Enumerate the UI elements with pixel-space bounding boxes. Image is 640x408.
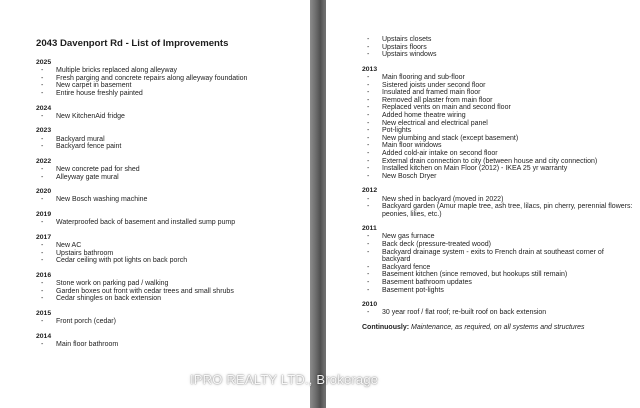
- right-page-content: [362, 36, 634, 332]
- bullet-dash: -: [367, 271, 370, 279]
- page-divider: [310, 0, 326, 408]
- improvement-item: [36, 75, 306, 83]
- improvement-item: [36, 257, 306, 265]
- improvement-item: [362, 36, 634, 44]
- improvement-item-text: Garden boxes out front with cedar trees and small shrubs: [56, 287, 234, 295]
- improvement-item: [36, 113, 306, 121]
- improvement-list: [36, 219, 306, 227]
- improvement-list: [36, 136, 306, 151]
- year-section-2019: [36, 211, 306, 227]
- improvement-item: [362, 241, 634, 249]
- improvement-item-text: Backyard fence paint: [56, 143, 122, 151]
- bullet-dash: -: [41, 279, 44, 287]
- improvement-item: [362, 173, 634, 181]
- improvement-item: [36, 242, 306, 250]
- improvement-item-text: Added cold-air intake on second floor: [382, 149, 498, 157]
- bullet-dash: -: [367, 134, 370, 142]
- improvement-item-text: Upstairs floors: [382, 43, 427, 51]
- bullet-dash: -: [367, 203, 370, 211]
- improvement-item-text: Main floor bathroom: [56, 340, 119, 348]
- year-section-2025: [36, 59, 306, 98]
- left-document-page: [0, 0, 310, 408]
- improvement-item: [362, 142, 634, 150]
- bullet-dash: -: [367, 286, 370, 294]
- improvement-list: [362, 196, 634, 219]
- improvement-item: [36, 295, 306, 303]
- improvement-item: [362, 104, 634, 112]
- improvement-item: [36, 196, 306, 204]
- improvement-list: [36, 113, 306, 121]
- bullet-dash: -: [41, 257, 44, 265]
- improvement-item-text: Front porch (cedar): [56, 317, 116, 325]
- left-year-sections: [36, 59, 306, 348]
- year-section-2014: [36, 333, 306, 349]
- improvement-list: [362, 233, 634, 294]
- maintenance-note: [362, 324, 634, 332]
- bullet-dash: -: [41, 112, 44, 120]
- continued-section: [362, 36, 634, 59]
- improvement-item-text: New AC: [56, 241, 82, 249]
- improvement-item-text: Basement pot-lights: [382, 286, 444, 294]
- improvement-item-text: Added home theatre wiring: [382, 111, 466, 119]
- improvement-item: [362, 120, 634, 128]
- bullet-dash: -: [41, 135, 44, 143]
- bullet-dash: -: [367, 104, 370, 112]
- improvement-item-text: Waterproofed back of basement and installed sump pump: [56, 219, 236, 227]
- improvement-item-text: New plumbing and stack (except basement): [382, 134, 519, 142]
- improvement-item: [36, 90, 306, 98]
- improvement-list: [36, 166, 306, 181]
- improvement-item-text: Backyard fence: [382, 263, 431, 271]
- bullet-dash: -: [367, 149, 370, 157]
- improvement-item-text: Upstairs closets: [382, 36, 432, 43]
- improvement-list: [36, 280, 306, 303]
- bullet-dash: -: [367, 73, 370, 81]
- year-section-2011: [362, 225, 634, 294]
- bullet-dash: -: [41, 82, 44, 90]
- improvement-item: [36, 82, 306, 90]
- bullet-dash: -: [367, 165, 370, 173]
- improvement-item: [36, 250, 306, 258]
- improvement-item: [362, 74, 634, 82]
- document-title: 2043 Davenport Rd - List of Improvements: [36, 38, 229, 49]
- improvement-item: [362, 233, 634, 241]
- year-heading: 2015: [36, 309, 52, 317]
- year-section-2016: [36, 272, 306, 303]
- improvement-item: [36, 174, 306, 182]
- improvement-item: [36, 219, 306, 227]
- bullet-dash: -: [41, 196, 44, 204]
- year-heading: 2017: [36, 233, 52, 241]
- improvement-item-text: New Bosch Dryer: [382, 172, 437, 180]
- improvement-item: [36, 280, 306, 288]
- improvement-list: [362, 74, 634, 180]
- year-section-2017: [36, 234, 306, 265]
- improvement-item-text: Back deck (pressure-treated wood): [382, 241, 491, 249]
- right-document-page: [326, 0, 640, 408]
- year-heading: 2012: [362, 187, 378, 195]
- bullet-dash: -: [367, 81, 370, 89]
- right-year-sections: [362, 66, 634, 317]
- bullet-dash: -: [41, 249, 44, 257]
- year-heading: 2022: [36, 157, 52, 165]
- improvement-item-text: Fresh parging and concrete repairs along alleyway foundation: [56, 74, 248, 82]
- improvement-item: [362, 165, 634, 173]
- improvement-item-text: Cedar ceiling with pot lights on back porch: [56, 257, 188, 265]
- improvement-item-text: Sistered joists under second floor: [382, 81, 486, 89]
- bullet-dash: -: [367, 111, 370, 119]
- improvement-list: [36, 318, 306, 326]
- maintenance-note-text: Maintenance, as required, on all systems and structures: [411, 324, 585, 332]
- year-heading: 2019: [36, 210, 52, 218]
- year-heading: 2014: [36, 332, 52, 340]
- year-heading: 2020: [36, 188, 52, 196]
- year-section-2020: [36, 188, 306, 204]
- improvement-item: [362, 97, 634, 105]
- bullet-dash: -: [367, 51, 370, 59]
- improvement-item: [362, 309, 634, 317]
- improvement-item: [362, 264, 634, 272]
- improvement-item-text: New shed in backyard (moved in 2022): [382, 195, 504, 203]
- improvement-item: [36, 67, 306, 75]
- improvement-item-text: Alleyway gate mural: [56, 173, 119, 181]
- maintenance-note-lead: Continuously:: [362, 324, 410, 332]
- improvement-list: [36, 67, 306, 97]
- bullet-dash: -: [367, 195, 370, 203]
- year-heading: 2016: [36, 271, 52, 279]
- improvement-list: [36, 196, 306, 204]
- bullet-dash: -: [41, 143, 44, 151]
- bullet-dash: -: [41, 317, 44, 325]
- bullet-dash: -: [367, 36, 370, 43]
- bullet-dash: -: [41, 295, 44, 303]
- improvement-item: [362, 203, 634, 218]
- improvement-item-text: Main floor windows: [382, 142, 442, 150]
- improvement-item-text: New gas furnace: [382, 233, 435, 241]
- year-section-2012: [362, 187, 634, 218]
- improvement-item-text: Upstairs windows: [382, 51, 437, 59]
- improvement-item: [362, 150, 634, 158]
- improvement-item: [362, 127, 634, 135]
- improvement-item-text: Stone work on parking pad / walking: [56, 279, 169, 287]
- improvement-item-text: Entire house freshly painted: [56, 89, 143, 97]
- improvement-item: [362, 271, 634, 279]
- improvement-item-text: Replaced vents on main and second floor: [382, 104, 511, 112]
- improvement-item: [362, 196, 634, 204]
- improvement-item-text: Backyard garden (Amur maple tree, ash tree, lilacs, pin cherry, perennial flowers: peonies, lilies, etc.): [382, 203, 633, 218]
- bullet-dash: -: [41, 287, 44, 295]
- year-section-2010: [362, 301, 634, 317]
- improvement-item: [362, 135, 634, 143]
- bullet-dash: -: [367, 172, 370, 180]
- bullet-dash: -: [41, 74, 44, 82]
- improvement-item: [362, 82, 634, 90]
- improvement-item: [36, 318, 306, 326]
- bullet-dash: -: [367, 142, 370, 150]
- bullet-dash: -: [367, 157, 370, 165]
- year-section-2022: [36, 158, 306, 181]
- improvement-item: [36, 288, 306, 296]
- bullet-dash: -: [41, 165, 44, 173]
- bullet-dash: -: [367, 43, 370, 51]
- year-section-2015: [36, 310, 306, 326]
- improvement-list: [36, 242, 306, 265]
- bullet-dash: -: [41, 219, 44, 227]
- improvement-item-text: Basement kitchen (since removed, but hookups still remain): [382, 271, 568, 279]
- year-heading: 2013: [362, 65, 378, 73]
- bullet-dash: -: [41, 241, 44, 249]
- improvement-item-text: Upstairs bathroom: [56, 249, 114, 257]
- year-heading: 2024: [36, 104, 52, 112]
- improvement-item: [362, 89, 634, 97]
- improvement-list: [362, 309, 634, 317]
- improvement-item-text: Backyard drainage system - exits to French drain at southeast corner of backyard: [382, 248, 604, 264]
- improvement-item-text: 30 year roof / flat roof; re-built roof on back extension: [382, 309, 547, 317]
- improvement-item: [36, 166, 306, 174]
- improvement-item: [362, 51, 634, 59]
- improvement-item-text: New Bosch washing machine: [56, 196, 148, 204]
- improvement-item: [362, 249, 634, 264]
- bullet-dash: -: [41, 340, 44, 348]
- improvement-item-text: Cedar shingles on back extension: [56, 295, 162, 303]
- improvement-item: [362, 279, 634, 287]
- bullet-dash: -: [41, 89, 44, 97]
- improvement-item: [362, 44, 634, 52]
- improvement-item-text: Removed all plaster from main floor: [382, 96, 493, 104]
- year-heading: 2010: [362, 301, 378, 309]
- year-section-2013: [362, 66, 634, 181]
- improvement-item: [362, 287, 634, 295]
- left-page-content: [36, 38, 306, 355]
- bullet-dash: -: [367, 96, 370, 104]
- improvement-item-text: External drain connection to city (between house and city connection): [382, 157, 598, 165]
- bullet-dash: -: [41, 67, 44, 75]
- improvement-item-text: Multiple bricks replaced along alleyway: [56, 67, 178, 75]
- bullet-dash: -: [367, 119, 370, 127]
- improvement-item-text: New carpet in basement: [56, 82, 132, 90]
- bullet-dash: -: [367, 89, 370, 97]
- improvement-item-text: Insulated and framed main floor: [382, 89, 481, 97]
- improvement-item: [36, 143, 306, 151]
- bullet-dash: -: [367, 241, 370, 249]
- improvement-item: [362, 112, 634, 120]
- year-section-2024: [36, 105, 306, 121]
- year-heading: 2025: [36, 59, 52, 66]
- bullet-dash: -: [367, 309, 370, 317]
- improvement-list: [36, 341, 306, 349]
- year-heading: 2011: [362, 225, 377, 233]
- improvement-item-text: New concrete pad for shed: [56, 165, 140, 173]
- improvement-item-text: New KitchenAid fridge: [56, 112, 125, 120]
- year-heading: 2023: [36, 127, 52, 135]
- bullet-dash: -: [367, 279, 370, 287]
- improvement-item-text: Pot-lights: [382, 127, 412, 135]
- brokerage-watermark: IPRO REALTY LTD., Brokerage: [190, 372, 379, 387]
- improvement-item: [362, 158, 634, 166]
- improvement-item: [36, 341, 306, 349]
- year-section-2023: [36, 127, 306, 150]
- continued-item-list: [362, 36, 634, 59]
- improvement-item-text: Installed kitchen on Main Floor (2012) - IKEA 25 yr warranty: [382, 165, 568, 173]
- improvement-item: [36, 136, 306, 144]
- bullet-dash: -: [367, 233, 370, 241]
- improvement-item-text: Main flooring and sub-floor: [382, 73, 465, 81]
- bullet-dash: -: [367, 263, 370, 271]
- improvement-item-text: Backyard mural: [56, 135, 105, 143]
- improvement-item-text: Basement bathroom updates: [382, 279, 472, 287]
- bullet-dash: -: [367, 127, 370, 135]
- bullet-dash: -: [367, 248, 370, 256]
- bullet-dash: -: [41, 173, 44, 181]
- improvement-item-text: New electrical and electrical panel: [382, 119, 488, 127]
